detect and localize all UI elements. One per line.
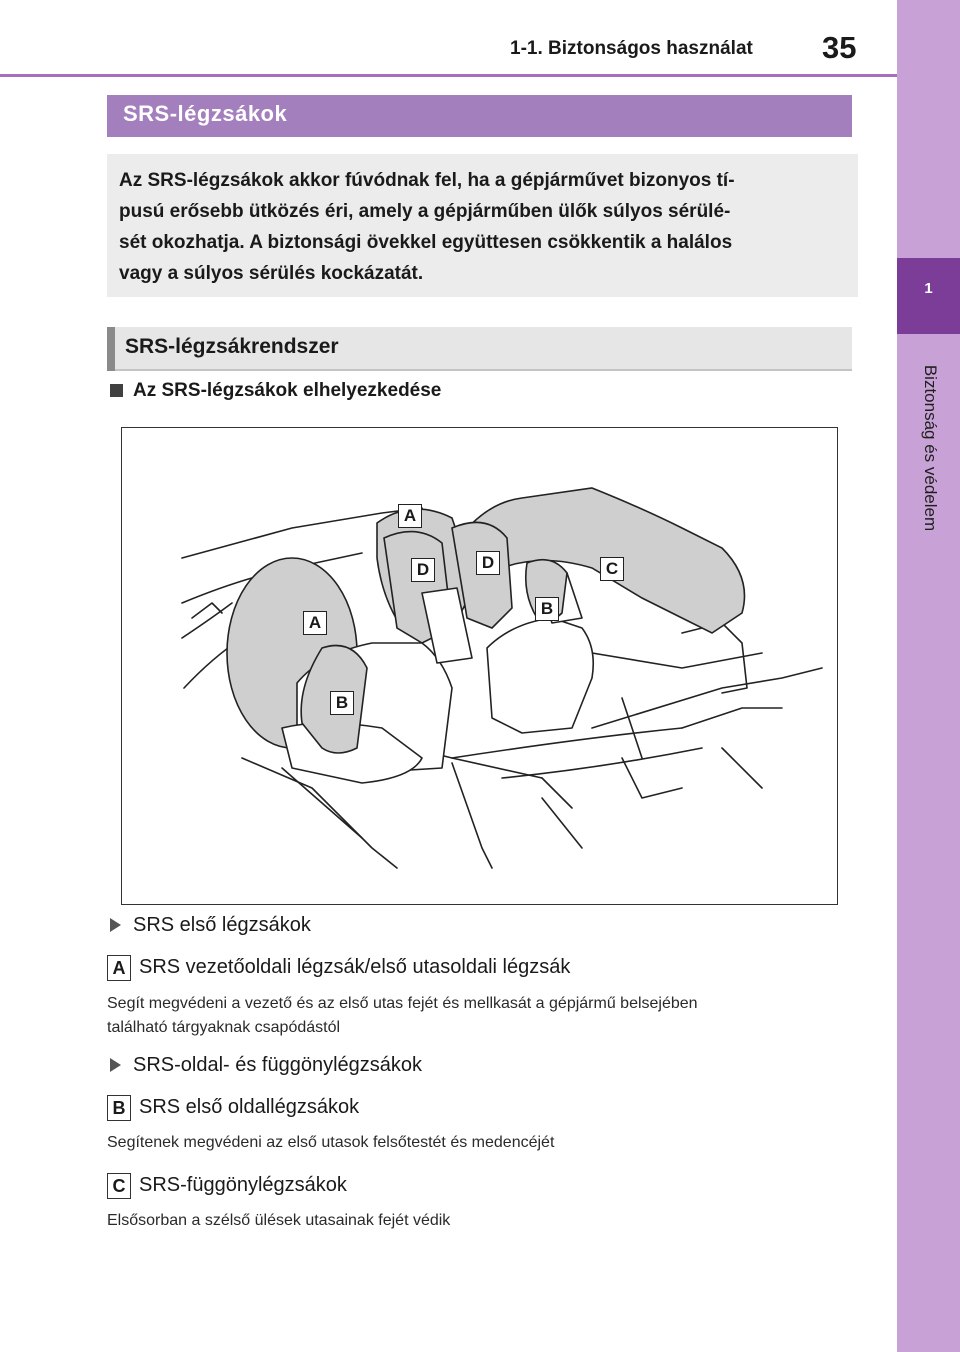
subsection-heading: SRS-légzsákrendszer — [125, 335, 339, 358]
figure-label-a-passenger: A — [398, 504, 422, 528]
section-heading: SRS-légzsákok — [123, 101, 288, 126]
badge-b: B — [107, 1095, 131, 1121]
figure-label-a-driver: A — [303, 611, 327, 635]
item-a-desc-line-2: található tárgyaknak csapódástól — [107, 1019, 341, 1036]
figure-label-b-driver: B — [330, 691, 354, 715]
figure-label-c-curtain: C — [600, 557, 624, 581]
airbag-location-figure — [121, 427, 838, 905]
intro-line-3: sét okozhatja. A biztonsági övekkel együttesen csökkentik a halálos — [119, 232, 733, 253]
triangle-bullet-icon — [110, 918, 121, 932]
badge-a: A — [107, 955, 131, 981]
intro-line-2: pusú erősebb ütközés éri, amely a gépjárműben ülők súlyos sérülé- — [119, 201, 731, 222]
figure-label-b-passenger: B — [535, 597, 559, 621]
subsection-heading-accent — [107, 327, 115, 371]
header-rule — [0, 74, 897, 77]
intro-line-1: Az SRS-légzsákok akkor fúvódnak fel, ha a gépjárművet bizonyos tí- — [119, 170, 735, 191]
car-interior-illustration — [122, 428, 837, 904]
side-tab-strip — [897, 0, 960, 1352]
item-c-desc: Elsősorban a szélső ülések utasainak fejét védik — [107, 1212, 451, 1229]
item-a-title: SRS vezetőoldali légzsák/első utasoldali légzsák — [139, 956, 571, 978]
group-heading-front-airbags: SRS első légzsákok — [133, 914, 311, 936]
square-bullet-icon — [110, 384, 123, 397]
badge-c: C — [107, 1173, 131, 1199]
item-c-title: SRS-függönylégzsákok — [139, 1174, 347, 1196]
intro-line-4: vagy a súlyos sérülés kockázatát. — [119, 263, 424, 284]
item-b-title: SRS első oldallégzsákok — [139, 1096, 360, 1118]
figure-label-d-left: D — [411, 558, 435, 582]
running-header: 1-1. Biztonságos használat — [510, 38, 753, 59]
group-heading-side-curtain: SRS-oldal- és függönylégzsákok — [133, 1054, 423, 1076]
chapter-label: Biztonság és védelem — [921, 364, 940, 532]
subheading: Az SRS-légzsákok elhelyezkedése — [133, 380, 442, 401]
figure-label-d-right: D — [476, 551, 500, 575]
page-number: 35 — [822, 30, 857, 65]
item-a-desc-line-1: Segít megvédeni a vezető és az első utas fejét és mellkasát a gépjármű belsejében — [107, 995, 698, 1012]
triangle-bullet-icon — [110, 1058, 121, 1072]
item-b-desc: Segítenek megvédeni az első utasok felsőtestét és medencéjét — [107, 1134, 555, 1151]
chapter-number: 1 — [924, 280, 933, 297]
